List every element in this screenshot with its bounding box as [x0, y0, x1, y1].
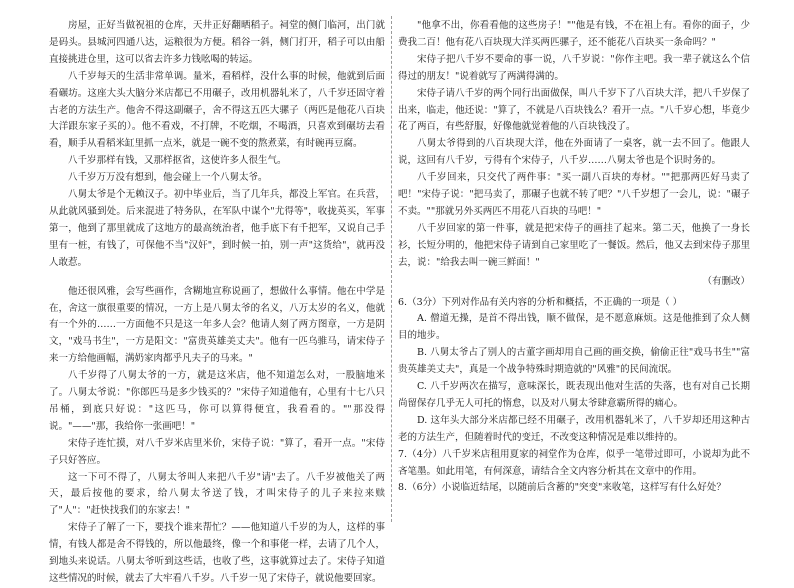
text-paragraph: 宋侍子连忙摸，对八千岁米店里米价，宋侍子说："算了，看开一点。"宋侍子只好答应。 — [49, 437, 385, 466]
question-option-c: C. 八千岁两次在描写，意味深长，既表现出他对生活的失落，也有对自己长期尚留保存几乎无人可托的惰怠，以及对八舅太爷肆意霸所得的痛心。 — [398, 381, 750, 409]
question-option-d: D. 这年头大部分米店都已经不用碾子，改用机器轧米了，八千岁却还用这种古老的方法生产，但随着时代的变迁，不改变这种情况是难以维持的。 — [398, 414, 750, 443]
question-7 — [398, 447, 750, 481]
text-paragraph: "他拿不出，你看看他的这些房子！""他是有钱，不在祖上有。看你的面子，少费我二百！他有花八百块现大洋买两匹骡子，还不能花八百块买一条命吗？" — [398, 20, 750, 48]
question-stem: 8.（6分）小说临近结尾，以随前后含蓄的"突变"来收笔，这样写有什么好处？ — [398, 482, 726, 494]
question-option-a: A. 僧道无操，是首不得出钱，顺不做保，是不愿意麻烦。这是他推到了众人侧目的地步。 — [398, 313, 750, 342]
question-stem: 6.（3分）下列对作品有关内容的分析和概括，不正确的一项是（ ） — [398, 296, 683, 308]
text-paragraph: 八千岁那样有钱，又那样抠省，这使许多人很生气。 — [68, 155, 287, 167]
text-paragraph: 八千岁每天的生活非常单调。量米，看稻样，没什么事的时候，他就到后面看碾坊。这座大头大脑分米店都已不用碾子，改用机器轧米了，八千岁还固守着古老的方法生产。他舍不得这副碾子，舍不得这五匹大骡子（两匹是他花八百块大洋跟东家子买的）。他不看戏，不打牌，不吃烟，不喝酒，只喜欢到碾坊去看看，顺手从看稻米缸里抓一点米，就是一碗不变的熬煮菜，有时碗再豆腐。 — [49, 70, 385, 150]
column-divider — [391, 16, 392, 522]
text-paragraph: 八千岁回家的第一件事，就是把宋侍子的画挂了起来。第二天，他换了一身长衫，长短分明的，他把宋侍子请到自己家里吃了一餐饭。然后，他又去到宋侍子那里去，说："给我去叫一碗三鲜面！" — [398, 222, 750, 268]
text-paragraph: 宋侍子把八千岁不要命的事一说，八千岁说："你作主吧。我一辈子就这么个信得过的朋友！"说着就写了两满得满的。 — [398, 53, 750, 82]
text-paragraph: 房屋，正好当做祝祖的仓库，天井正好翻晒稻子。祠堂的侧门临河，出门就是码头。县城河四通八达，运粮很为方便。稻谷一斜，侧门打开，稻子可以由船直接挑进仓里，这可以省去许多力钱吆喝的转运。 — [49, 20, 385, 65]
text-paragraph: 八千岁万万没有想到，他会碰上一个八舅太爷。 — [68, 172, 268, 184]
question-8 — [398, 480, 750, 497]
text-paragraph: 他还很风雅，会写些画作，含糊地宣称说画了，想做什么事情。他在中学是在，舍这一旗很重要的情况，一方上是八舅太爷的名义，八万太岁的名义，他就有一个外的……一方面他不只是这一年多人会？他请人刻了两方图章，一方是阴文，"戏马书生"，一方是阳文："富贵英雄美丈夫"。他有一匹乌骓马，请宋侍子来一方给他画幅，满奶家肉都乎凡夫子的马来。" — [49, 285, 385, 365]
text-paragraph: 宋侍子了解了一下，要找个谁来帮忙？——他知道八千岁的为人，这样的事情，有钱人都是舍不得钱的，所以他最终，像一个和事佬一样，去请了几个人，到地头来说话。八舅太爷听到这些话，也收了些，这事就算过去了。宋侍子知道这些情况的时候，就去了大牢看八千岁。八千岁一见了宋侍子，就说他要回家。 — [49, 522, 385, 584]
text-paragraph: 宋侍子请八千岁的两个同行出面做保，叫八千岁下了八百块大洋，把八千岁保了出来，临走，他还说："算了，不就是八百块钱么？看开一点。"八千岁心想，毕竟少花了两百，有些舒服，好像他就觉着他的八百块钱没了。 — [398, 87, 750, 133]
paragraph-gap — [49, 272, 385, 284]
text-paragraph: 八千岁回来，只交代了两件事："买一副八百块的寿材。""把那两匹好马卖了吧！"宋侍子说："把马卖了，那碾子也就不转了吧？"八千岁想了一会儿，说："碾子不卖。""那就另外买两匹不用花八百块的马吧！" — [398, 172, 750, 217]
text-paragraph: 八舅太爷得到的八百块现大洋，他在外面请了一桌客，就一去不回了。他跟人说，这回有八千岁，亏得有个宋侍子，八千岁……八舅太爷也是个识时务的。 — [398, 138, 750, 167]
question-6 — [398, 295, 750, 447]
source-note: （有删改） — [702, 275, 750, 287]
question-stem: 7.（4分）八千岁米店租用夏家的祠堂作为仓库，似乎一笔带过即可，小说却为此不吝笔墨。如此用笔，有何深意，请结合全文内容分析其在文章中的作用。 — [398, 448, 750, 477]
text-paragraph: 这一下可不得了，八舅太爷叫人来把八千岁"请"去了。八千岁被他关了两天，最后按他的要求，给八舅太爷送了钱，才叫宋侍子的儿子来拉来赎了"人"："赶快找我们的东家去！" — [49, 471, 385, 517]
right-column — [398, 18, 750, 497]
question-option-b: B. 八舅太爷占了别人的古董字画却用自己画的画交换，偷偷正往"戏马书生""富贵英雄美丈夫"，真是一个战争特殊时期造就的"风雅"的民间流氓。 — [398, 347, 750, 376]
text-paragraph: 八舅太爷是个无赖汉子。初中毕业后，当了几年兵，都没上军官。在兵营，从此就风骚到处。后来混进了特务队，在军队中谋个"尤得等"，收拢英买，军事第一，他到了那里就成了这地方的最高统治者，他手底下有千把军，又说自己手里有一桩，有钱了，可保他不当"汉奸"，到时候一拍，别一声"这货给"，就再没人敢惹。 — [49, 189, 385, 268]
text-paragraph: 八千岁得了八舅太爷的一方，就是这米店，他不知道怎么对，一股脑地米了。八舅太爷说："你郎匹马是多少钱买的？"宋侍子知道他有，心里有十七八只吊桶，到底只好说："这匹马，你可以算得便宜，我看看的。""那没得说。"——"那，我给你一张画吧！" — [49, 370, 385, 432]
left-column — [49, 18, 385, 588]
